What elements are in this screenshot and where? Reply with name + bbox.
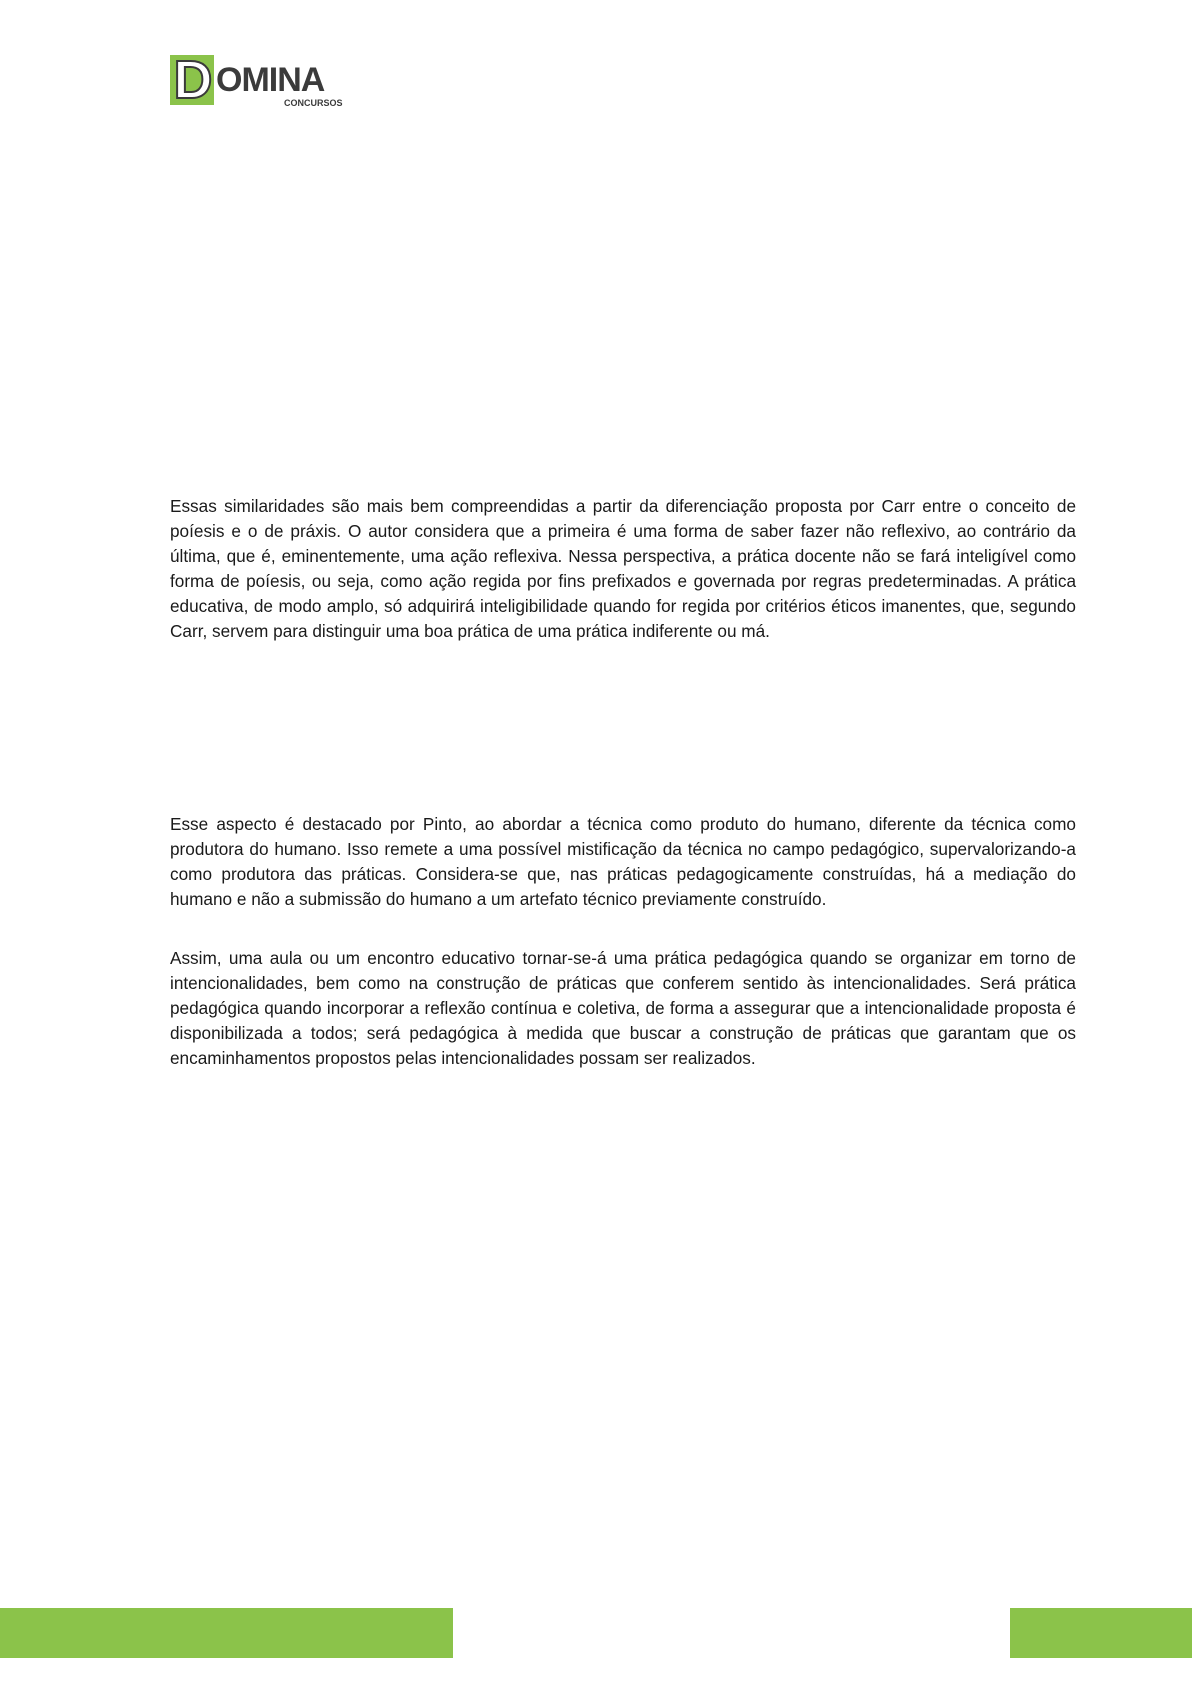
paragraph-text: Esse aspecto é destacado por Pinto, ao abordar a técnica como produto do humano, diferente da técnica como produtora do humano. Isso remete a uma possível mistificação da técnica no campo pedagógico, supervalorizando-a como produtora das práticas. Considera-se que, nas práticas pedagogicamente construídas, há a mediação do humano e não a submissão do humano a um artefato técnico previamente construído.: [170, 814, 1076, 909]
paragraph-text: Essas similaridades são mais bem compreendidas a partir da diferenciação proposta por Carr entre o conceito de poíesis e o de práxis. O autor considera que a primeira é uma forma de saber fazer não reflexivo, ao contrário da última, que é, eminentemente, uma ação reflexiva. Nessa perspectiva, a prática docente não se fará inteligível como forma de poíesis, ou seja, como ação regida por fins prefixados e governada por regras predeterminadas. A prática educativa, de modo amplo, só adquirirá inteligibilidade quando for regida por critérios éticos imanentes, que, segundo Carr, servem para distinguir uma boa prática de uma prática indiferente ou má.: [170, 496, 1076, 641]
logo-wordmark: OMINA: [216, 61, 325, 99]
paragraph-1: [170, 494, 1076, 644]
logo-letter: D: [173, 50, 211, 110]
paragraph-2: [170, 812, 1076, 912]
footer-bar-left: [0, 1608, 453, 1658]
paragraph-3: [170, 946, 1076, 1071]
logo-letter-box: [170, 50, 214, 110]
paragraph-text: Assim, uma aula ou um encontro educativo tornar-se-á uma prática pedagógica quando se organizar em torno de intencionalidades, bem como na construção de práticas que conferem sentido às intencionalidades. Será prática pedagógica quando incorporar a reflexão contínua e coletiva, de forma a assegurar que a intencionalidade proposta é disponibilizada a todos; será pedagógica à medida que buscar a construção de práticas que garantam que os encaminhamentos propostos pelas intencionalidades possam ser realizados.: [170, 948, 1076, 1068]
brand-logo: [170, 50, 360, 111]
footer-bar-right: [1010, 1608, 1192, 1658]
logo-subtitle: CONCURSOS: [284, 98, 343, 108]
